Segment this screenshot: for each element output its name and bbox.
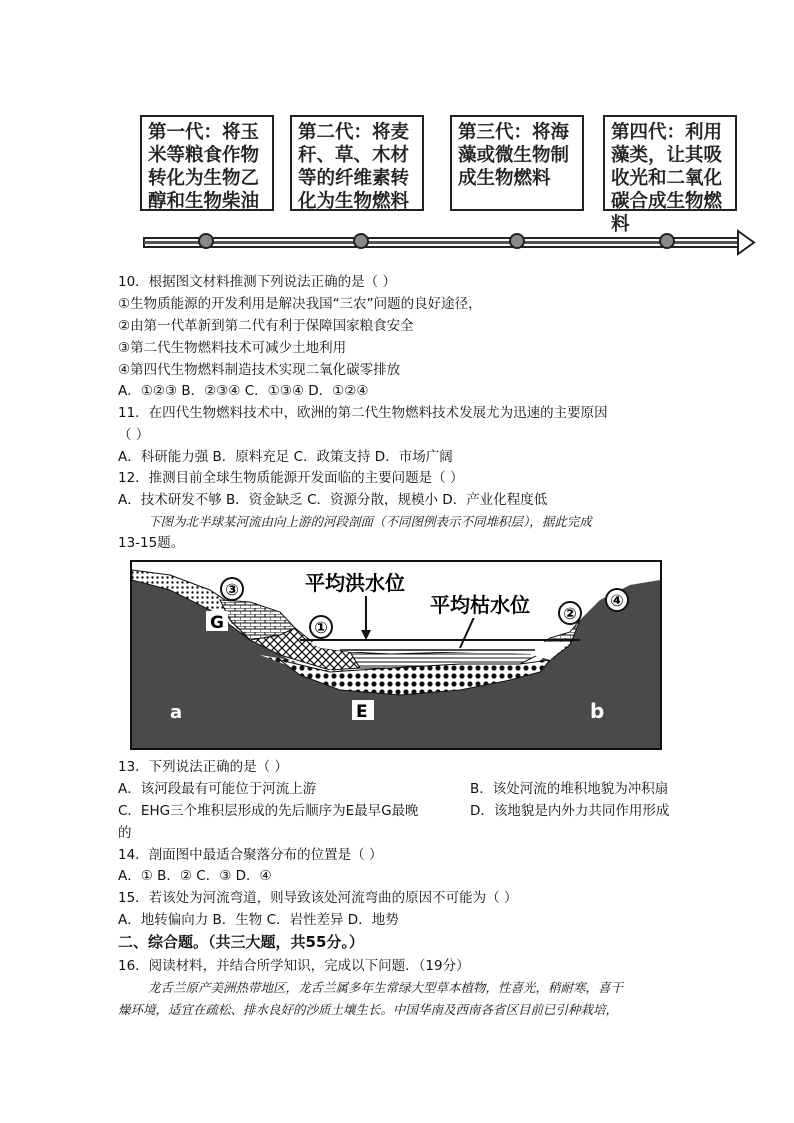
dry-level-label: 平均枯水位 <box>430 593 530 617</box>
timeline-arrow <box>140 228 760 258</box>
q10-stem: 10．根据图文材料推测下列说法正确的是（ ） <box>118 274 396 290</box>
q13-stem: 13．下列说法正确的是（ ） <box>118 759 288 775</box>
q12-options: A．技术研发不够 B．资金缺乏 C．资源分散，规模小 D．产业化程度低 <box>118 492 548 508</box>
generation-box-4: 第四代：利用藻类，让其吸收光和二氧化碳合成生物燃料 <box>603 115 737 211</box>
section-2-heading: 二、综合题。（共三大题，共55分。） <box>118 933 364 951</box>
flood-level-label: 平均洪水位 <box>305 571 405 595</box>
q15-options: A．地转偏向力 B．生物 C．岩性差异 D．地势 <box>118 912 399 928</box>
q13-option-a: A．该河段最有可能位于河流上游 <box>118 781 317 797</box>
marker-3: ③ <box>225 580 239 599</box>
q13-option-b: B．该处河流的堆积地貌为冲积扇 <box>470 781 669 797</box>
generation-box-2: 第二代：将麦秆、草、木材等的纤维素转化为生物燃料 <box>290 115 424 211</box>
marker-2: ② <box>563 604 577 623</box>
q16-material-line1: 龙舌兰原产美洲热带地区，龙舌兰属多年生常绿大型草本植物，性喜光，稍耐寒，喜干 <box>148 980 624 995</box>
point-a-label: a <box>170 702 183 723</box>
generation-box-3: 第三代：将海藻或微生物制成生物燃料 <box>450 115 584 211</box>
q13-option-c: C．EHG三个堆积层形成的先后顺序为E最早G最晚 <box>118 803 419 819</box>
q12-stem: 12．推测目前全球生物质能源开发面临的主要问题是（ ） <box>118 470 464 486</box>
figure-intro-line1: 下图为北半球某河流由向上游的河段剖面（不同图例表示不同堆积层），据此完成 <box>148 514 592 529</box>
q13-option-d: D．该地貌是内外力共同作用形成 <box>470 803 670 819</box>
generation-box-1: 第一代：将玉米等粮食作物转化为生物乙醇和生物柴油 <box>140 115 274 211</box>
q13-option-c-tail: 的 <box>118 825 132 841</box>
q15-stem: 15．若该处为河流弯道，则导致该处河流弯曲的原因不可能为（ ） <box>118 890 518 906</box>
q10-statement-4: ④第四代生物燃料制造技术实现二氧化碳零排放 <box>118 362 401 378</box>
q10-statement-1: ①生物质能源的开发利用是解决我国“三农”问题的良好途径， <box>118 296 482 312</box>
point-b-label: b <box>590 699 605 723</box>
layer-e-label: E <box>356 702 368 722</box>
q11-options: A．科研能力强 B．原料充足 C．政策支持 D．市场广阔 <box>118 449 453 465</box>
q10-statement-2: ②由第一代革新到第二代有利于保障国家粮食安全 <box>118 318 414 334</box>
q14-stem: 14．剖面图中最适合聚落分布的位置是（ ） <box>118 847 383 863</box>
marker-4: ④ <box>610 591 624 610</box>
q16-material-line2: 燥环境，适宜在疏松、排水良好的沙质土壤生长。中国华南及西南各省区目前已引种栽培， <box>118 1002 619 1017</box>
q16-stem: 16．阅读材料，并结合所学知识，完成以下问题．（19分） <box>118 958 470 974</box>
q11-stem: 11．在四代生物燃料技术中，欧洲的第二代生物燃料技术发展尤为迅速的主要原因 <box>118 405 608 421</box>
q10-statement-3: ③第二代生物燃料技术可减少土地利用 <box>118 340 347 356</box>
q14-options: A．① B．② C．③ D．④ <box>118 868 272 884</box>
layer-g-label: G <box>210 613 224 633</box>
q11-paren: （ ） <box>118 427 150 443</box>
q10-options: A．①②③ B．②③④ C．①③④ D．①②④ <box>118 383 369 399</box>
river-profile-figure <box>130 560 662 750</box>
marker-1: ① <box>314 618 328 637</box>
figure-intro-line2: 13-15题。 <box>118 535 185 551</box>
